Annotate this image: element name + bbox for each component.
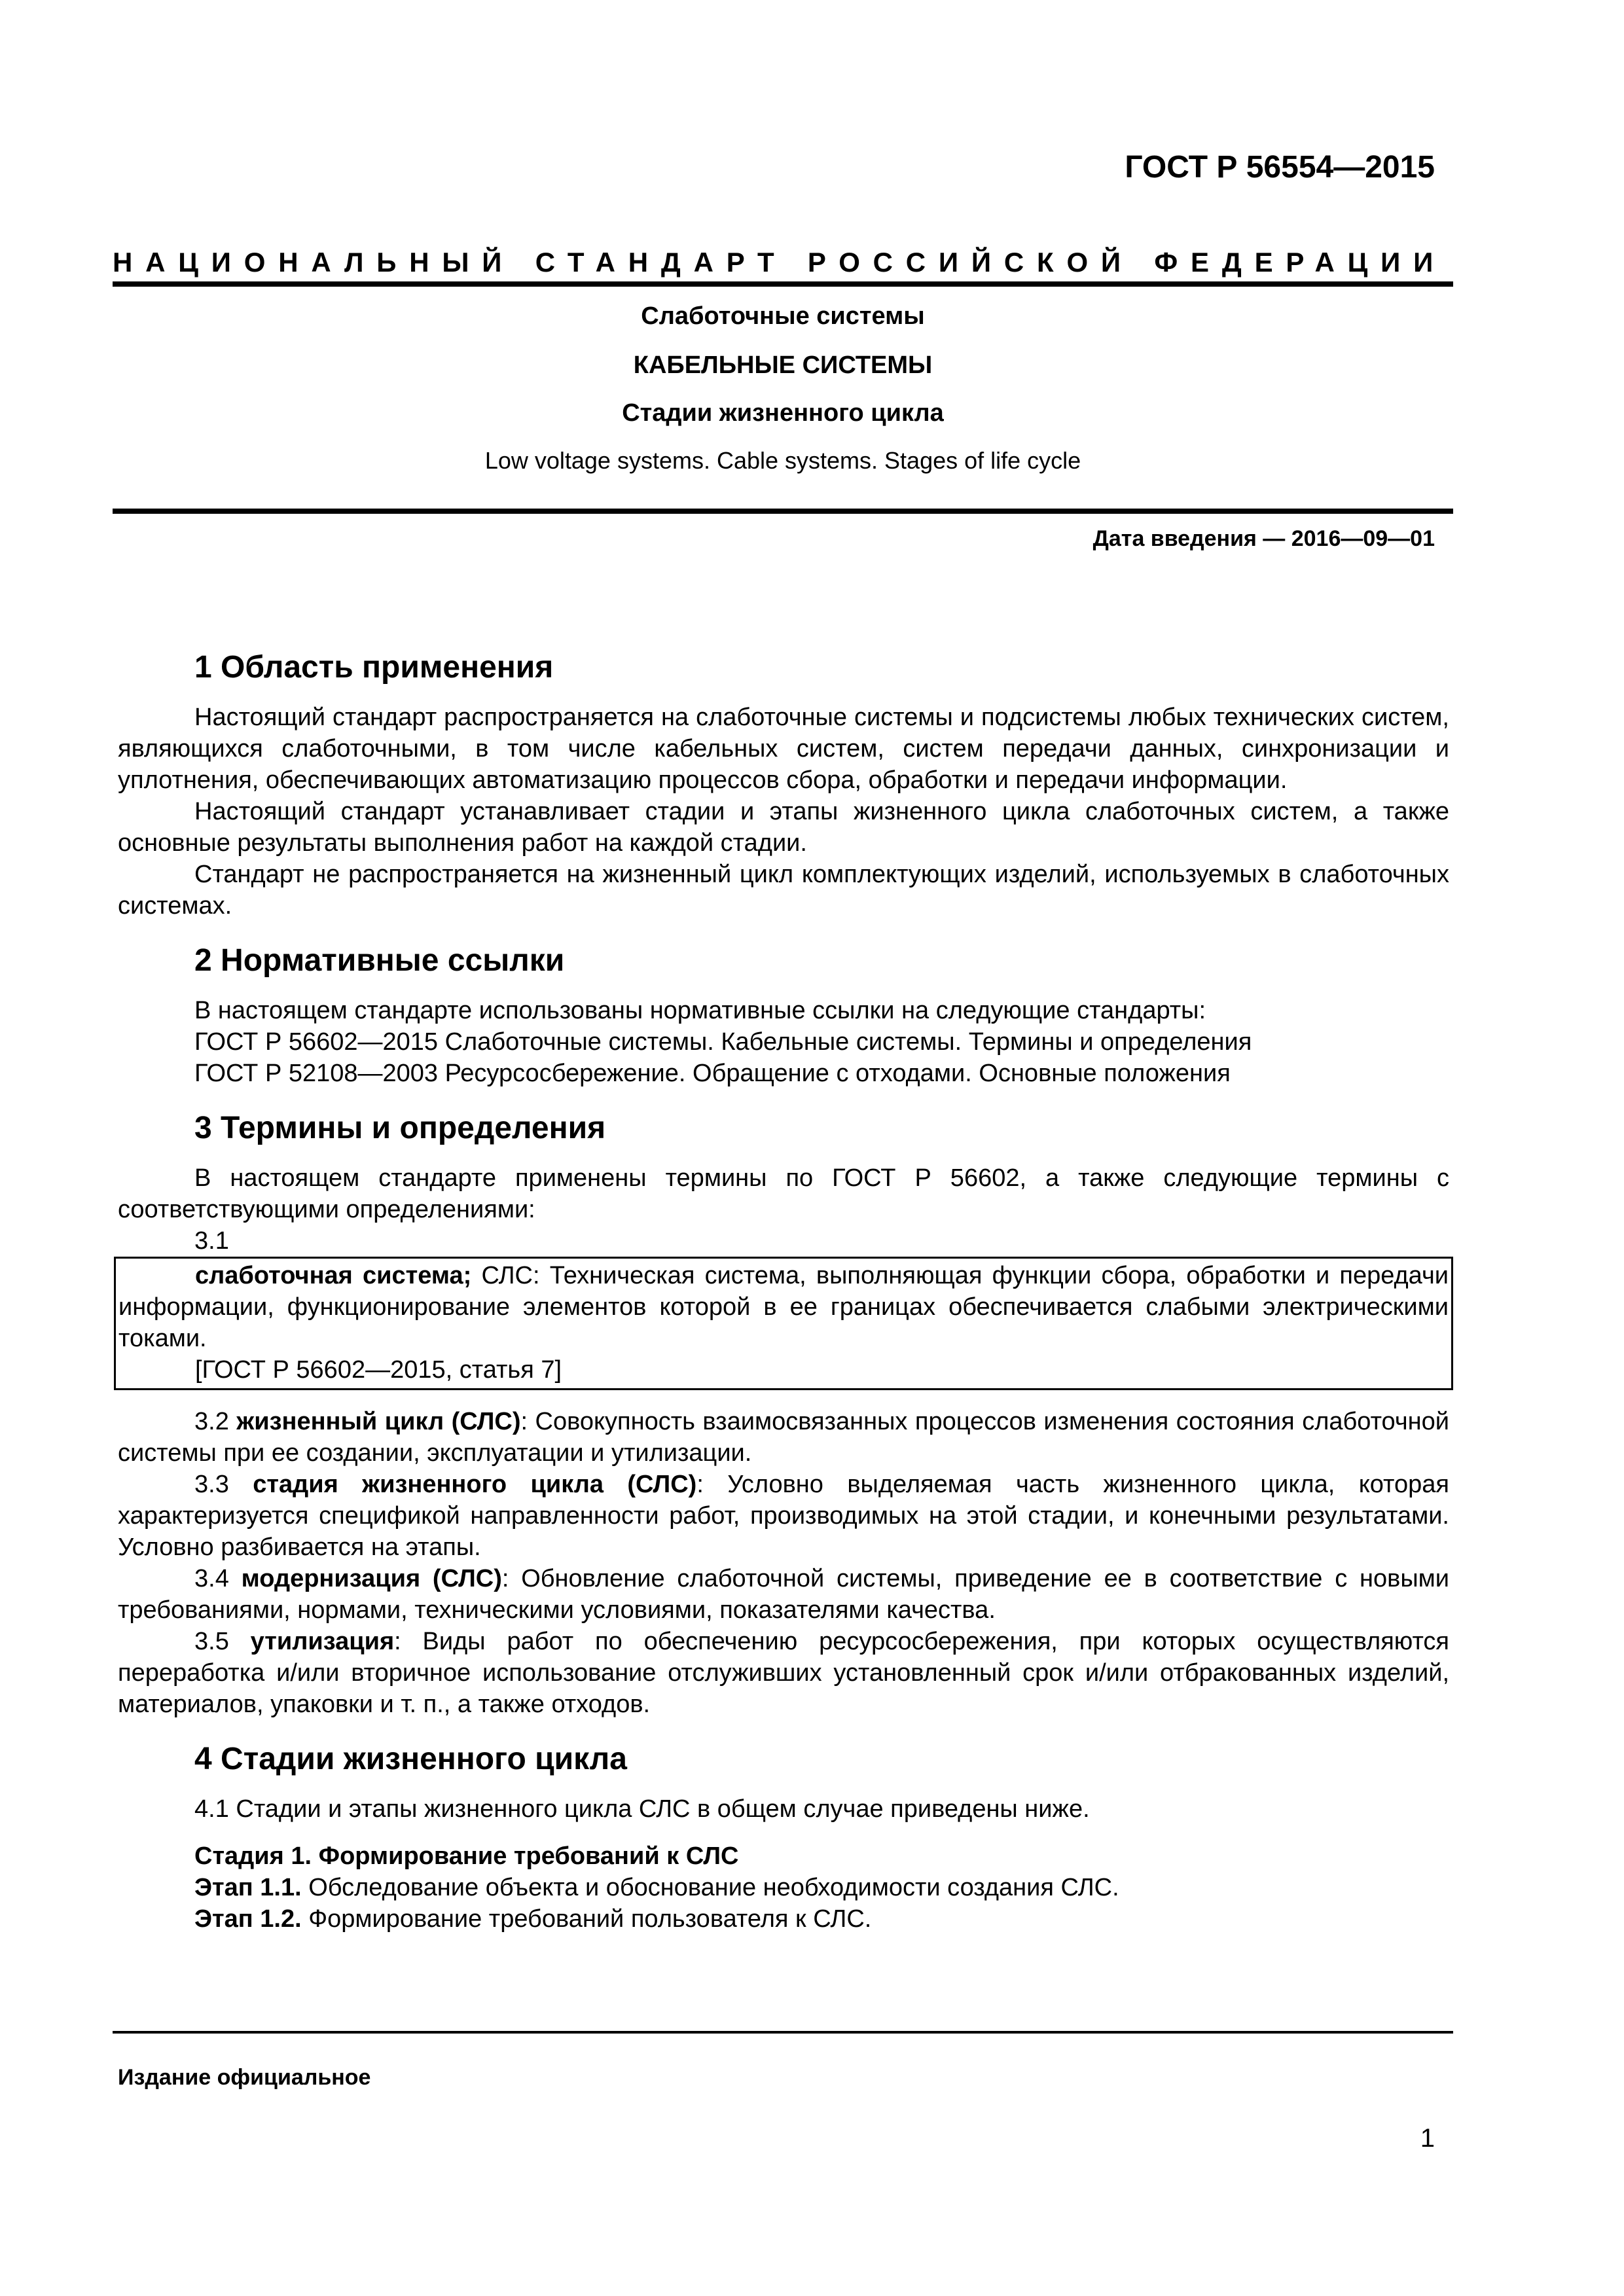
document-body xyxy=(118,648,1449,1935)
title-main: Слаботочные системы xyxy=(641,302,925,330)
section-1-paragraph: Настоящий стандарт распространяется на слаботочные системы и подсистемы любых технических систем, являющихся слаботочными, в том числе кабельных систем, систем передачи данных, синхронизации и уплотнения, обеспечивающих автоматизацию процессов сбора, обработки и передачи информации. xyxy=(118,704,1449,794)
term-3-3-number: 3.3 xyxy=(194,1471,253,1498)
national-standard-banner: НАЦИОНАЛЬНЫЙ СТАНДАРТ РОССИЙСКОЙ ФЕДЕРАЦИИ xyxy=(113,247,1447,278)
introduction-date: Дата введения — 2016—09—01 xyxy=(1092,526,1435,551)
term-3-3 xyxy=(118,1469,1449,1563)
step-1-1-text: Обследование объекта и обоснование необходимости создания СЛС. xyxy=(301,1874,1119,1901)
footer-rule xyxy=(113,2031,1453,2034)
term-3-3-term: стадия жизненного цикла (СЛС) xyxy=(253,1471,697,1498)
stage-1-title: Стадия 1. Формирование требований к СЛС xyxy=(194,1842,739,1870)
term-3-1-source: [ГОСТ Р 56602—2015, статья 7] xyxy=(195,1356,562,1384)
section-1-paragraph: Стандарт не распространяется на жизненный цикл комплектующих изделий, используемых в слаботочных системах. xyxy=(118,861,1449,920)
term-3-1-term: слаботочная система; xyxy=(195,1262,472,1289)
title-sub: КАБЕЛЬНЫЕ СИСТЕМЫ xyxy=(633,351,933,379)
stage-1-heading xyxy=(118,1840,1449,1872)
term-3-2 xyxy=(118,1406,1449,1469)
term-3-1-definition xyxy=(118,1260,1449,1354)
normative-reference: ГОСТ Р 56602—2015 Слаботочные системы. Кабельные системы. Термины и определения xyxy=(194,1028,1252,1056)
section-3-heading: 3 Термины и определения xyxy=(194,1111,606,1145)
term-3-2-text: : Совокупность взаимосвязанных процессов изменения состояния слаботочной системы при ее создании, эксплуатации и утилизации. xyxy=(118,1408,1449,1467)
term-3-2-number: 3.2 xyxy=(194,1408,237,1435)
term-3-4-number: 3.4 xyxy=(194,1565,242,1592)
step-1-2-label: Этап 1.2. xyxy=(194,1905,302,1933)
header-rule xyxy=(113,281,1453,287)
term-3-5-text: : Виды работ по обеспечению ресурсосбережения, при которых осуществляются переработка и/или вторичное использование отслуживших установленный срок и/или отбракованных изделий, материалов, упаковки и т. п., а также отходов. xyxy=(118,1628,1450,1718)
section-2-intro: В настоящем стандарте использованы нормативные ссылки на следующие стандарты: xyxy=(194,997,1206,1024)
step-1-1 xyxy=(118,1872,1449,1903)
step-1-2-text: Формирование требований пользователя к СЛС. xyxy=(301,1905,872,1933)
term-3-5-term: утилизация xyxy=(250,1628,395,1655)
section-1-heading: 1 Область применения xyxy=(194,650,554,685)
page-number: 1 xyxy=(1420,2124,1435,2153)
section-4-heading: 4 Стадии жизненного цикла xyxy=(194,1742,627,1776)
title-part: Стадии жизненного цикла xyxy=(622,399,944,427)
term-3-3-text: : Условно выделяемая часть жизненного цикла, которая характеризуется спецификой направленности работ, производимых на этой стадии, и конечными результатами. Условно разбивается на этапы. xyxy=(118,1471,1449,1561)
term-3-4 xyxy=(118,1563,1449,1626)
title-rule xyxy=(113,509,1453,514)
term-3-5 xyxy=(118,1626,1449,1720)
term-3-4-text: : Обновление слаботочной системы, приведение ее в соответствие с новыми требованиями, нормами, техническими условиями, показателями качества. xyxy=(118,1565,1450,1624)
section-1-paragraph: Настоящий стандарт устанавливает стадии и этапы жизненного цикла слаботочных систем, а также основные результаты выполнения работ на каждой стадии. xyxy=(118,798,1449,857)
step-1-1-label: Этап 1.1. xyxy=(194,1874,302,1901)
section-4-intro: 4.1 Стадии и этапы жизненного цикла СЛС в общем случае приведены ниже. xyxy=(194,1795,1090,1823)
term-3-1-number: 3.1 xyxy=(194,1227,229,1255)
edition-label: Издание официальное xyxy=(118,2065,371,2090)
term-3-5-number: 3.5 xyxy=(194,1628,251,1655)
normative-reference: ГОСТ Р 52108—2003 Ресурсосбережение. Обращение с отходами. Основные положения xyxy=(194,1060,1231,1087)
section-3-intro: В настоящем стандарте применены термины по ГОСТ Р 56602, а также следующие термины с соответствующими определениями: xyxy=(118,1164,1449,1223)
section-2-heading: 2 Нормативные ссылки xyxy=(194,943,565,978)
term-3-4-term: модернизация (СЛС) xyxy=(241,1565,502,1592)
term-3-1-text: СЛС: Техническая система, выполняющая функции сбора, обработки и передачи информации, функционирование элементов которой в ее границах обеспечивается слабыми электрическими токами. xyxy=(118,1262,1449,1352)
term-3-2-term: жизненный цикл (СЛС) xyxy=(236,1408,521,1435)
step-1-2 xyxy=(118,1903,1449,1935)
title-english: Low voltage systems. Cable systems. Stages of life cycle xyxy=(484,447,1081,474)
document-designation: ГОСТ Р 56554—2015 xyxy=(1125,150,1435,185)
term-3-1-box xyxy=(114,1257,1453,1390)
